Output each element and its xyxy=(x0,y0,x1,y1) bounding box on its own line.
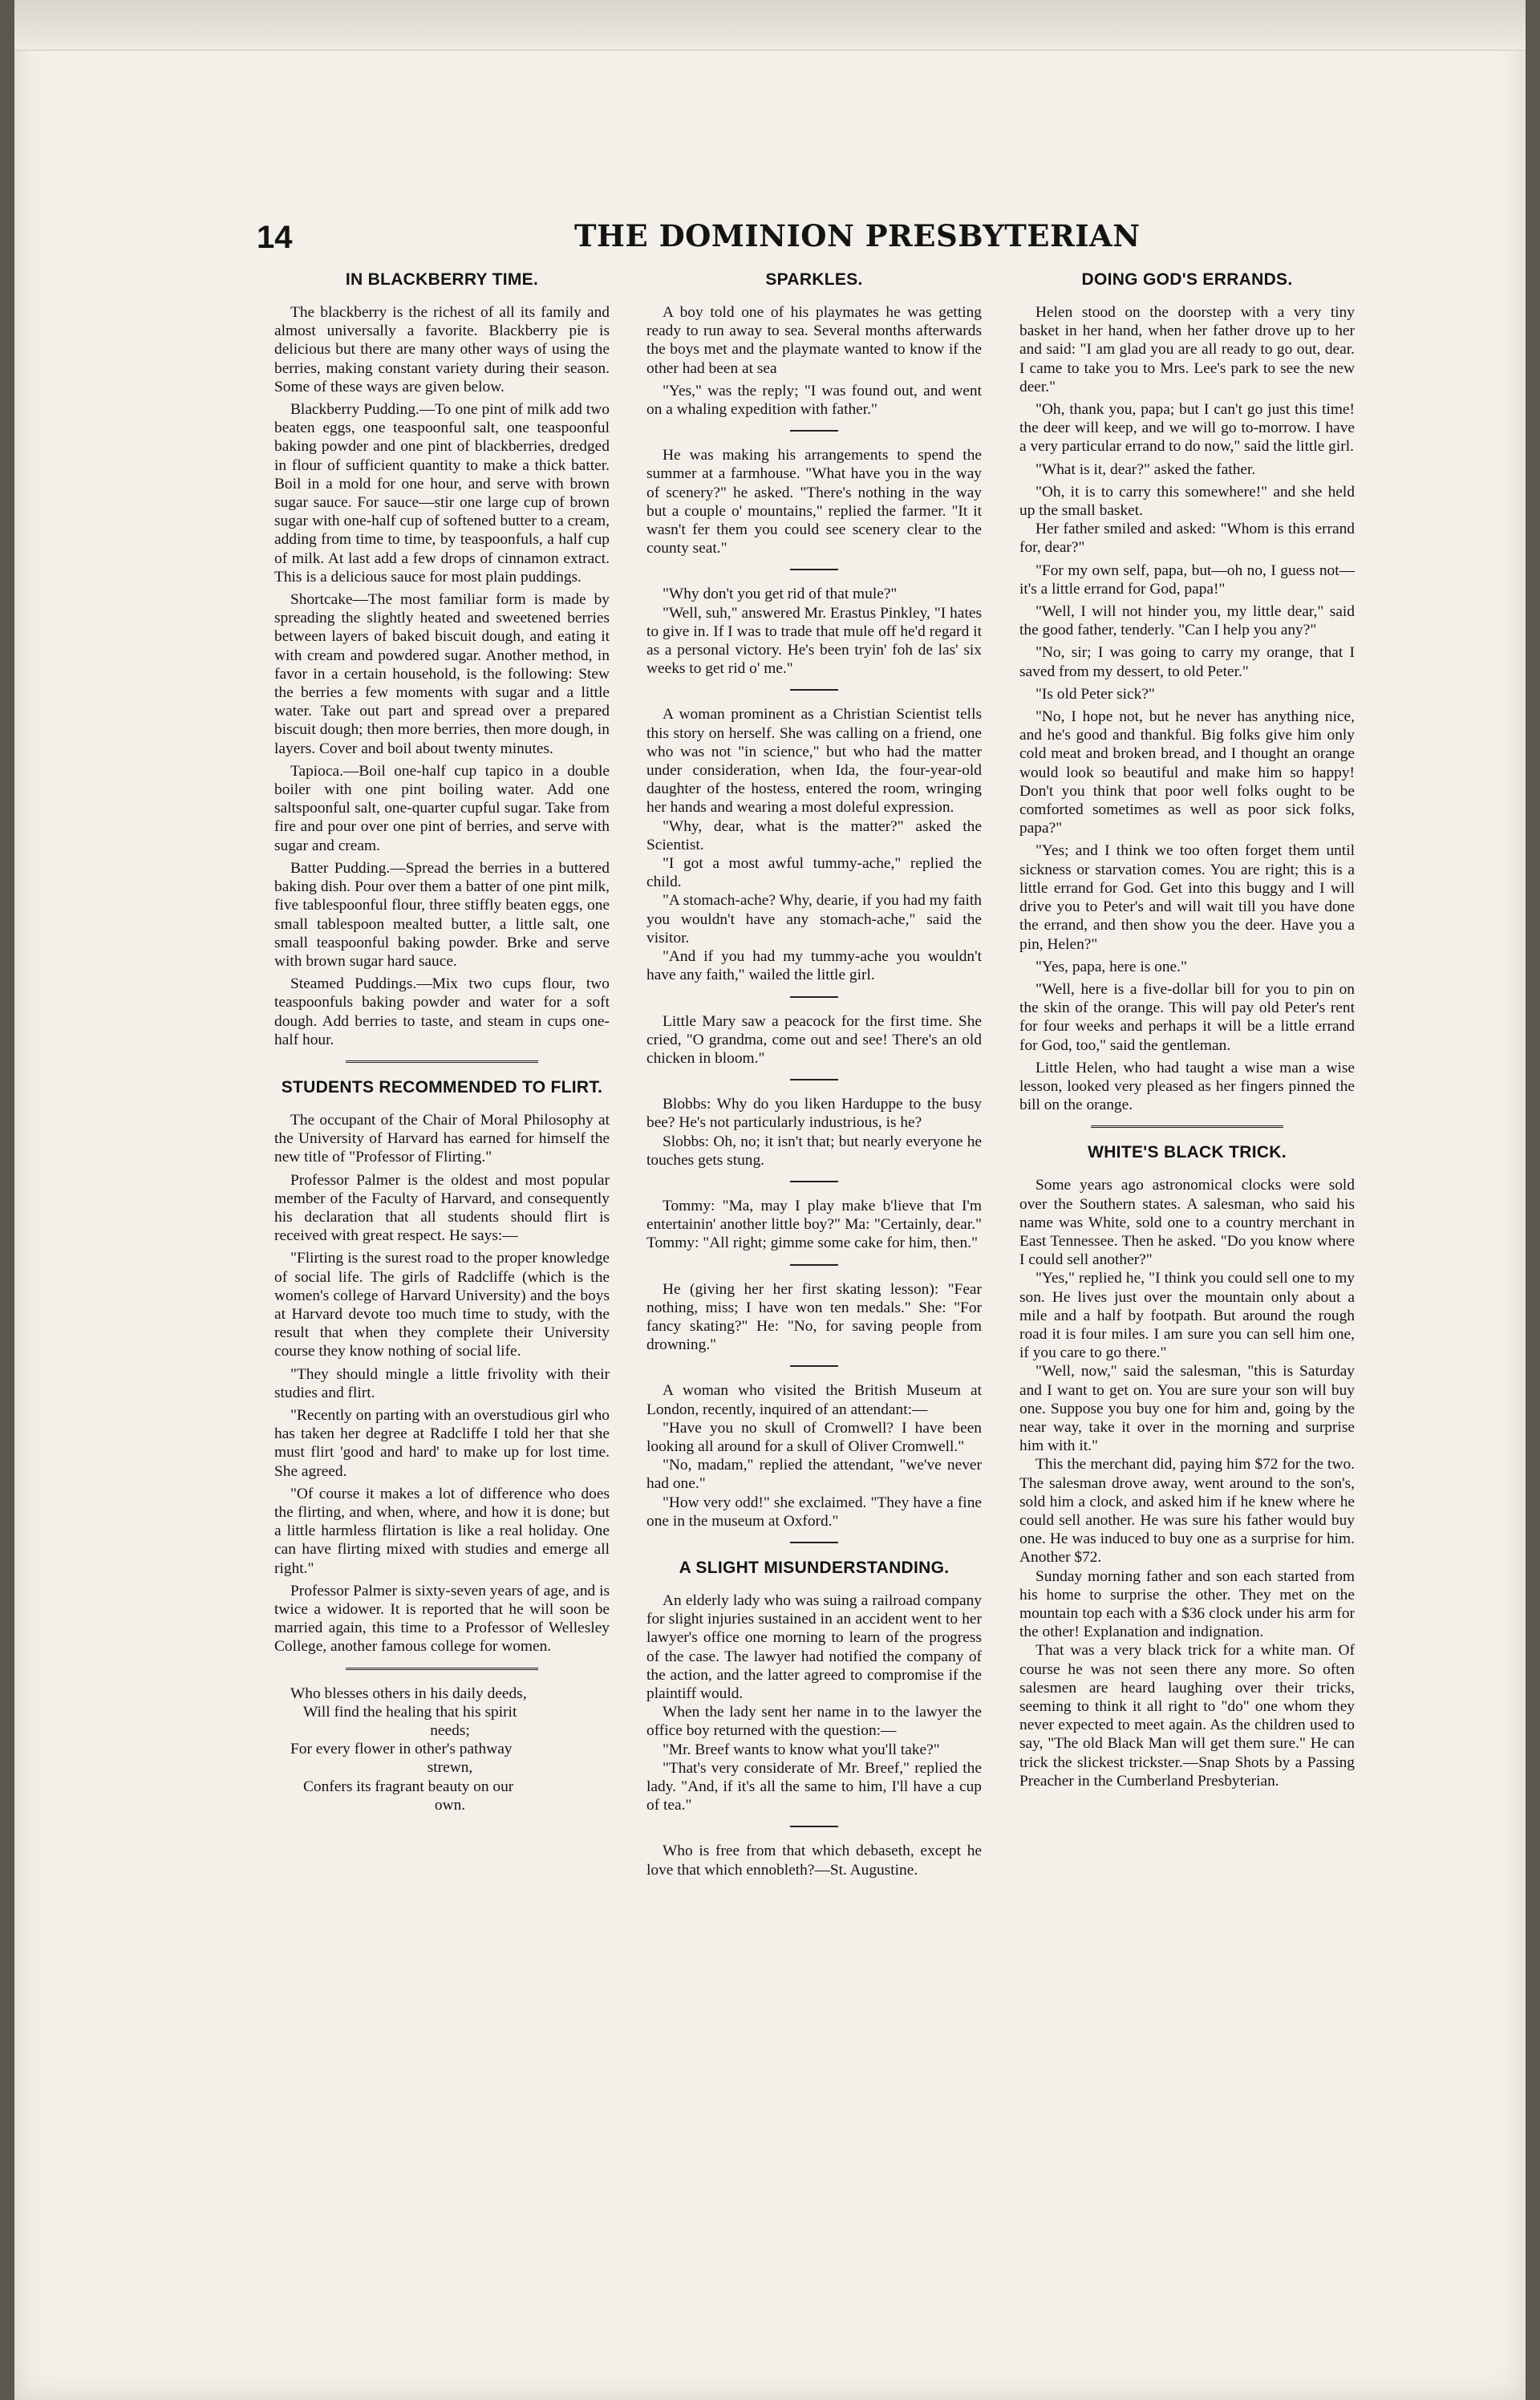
paragraph: "No, sir; I was going to carry my orange, that I saved from my dessert, to old Peter." xyxy=(1019,644,1355,680)
short-divider xyxy=(790,1826,838,1827)
article-heading-whites-trick: WHITE'S BLACK TRICK. xyxy=(1088,1143,1287,1162)
column-3 xyxy=(1019,270,1355,1794)
paragraph: "And if you had my tummy-ache you wouldn't have any faith," wailed the little girl. xyxy=(646,948,982,984)
paragraph: "Why, dear, what is the matter?" asked the Scientist. xyxy=(646,817,982,853)
paragraph: "I got a most awful tummy-ache," replied the child. xyxy=(646,855,982,891)
paragraph: Little Mary saw a peacock for the first time. She cried, "O grandma, come out and see! There's an old chicken in bloom." xyxy=(646,1012,982,1067)
poem-line: Who blesses others in his daily deeds, xyxy=(290,1684,527,1702)
short-divider xyxy=(790,1542,838,1543)
article-heading-misunderstanding: A SLIGHT MISUNDERSTANDING. xyxy=(679,1558,950,1577)
paragraph: Professor Palmer is sixty-seven years of age, and is twice a widower. It is reported that he will soon be married again, this time to a Professor of Wellesley College, another famous college for women. xyxy=(274,1582,610,1656)
paragraph: "Why don't you get rid of that mule?" xyxy=(663,586,898,603)
page-top-edge xyxy=(14,0,1526,51)
short-divider xyxy=(790,569,838,570)
paragraph: "Well, here is a five-dollar bill for you to pin on the skin of the orange. This will pay old Peter's rent for four weeks and perhaps it will be a little errand for God, too," said the gentleman. xyxy=(1019,980,1355,1054)
paragraph: "What is it, dear?" asked the father. xyxy=(1035,460,1256,478)
paragraph: An elderly lady who was suing a railroad company for slight injuries sustained in an accident went to her lawyer's office one morning to learn of the progress of the case. The lawyer had notified the company of the action, and the latter agreed to compromise if the plaintiff would. xyxy=(646,1591,982,1702)
short-divider xyxy=(790,689,838,691)
section-divider xyxy=(346,1668,538,1670)
paragraph: "Yes," replied he, "I think you could sell one to my son. He lives just over the mountain only about a mile and a half by footpath. But around the rough road it is four miles. I am sure you can sell him one, if you care to go there." xyxy=(1019,1270,1355,1362)
paragraph: "Is old Peter sick?" xyxy=(1035,685,1155,703)
paragraph: Slobbs: Oh, no; it isn't that; but nearly everyone he touches gets stung. xyxy=(646,1133,982,1169)
paragraph: The blackberry is the richest of all its family and almost universally a favorite. Blackberry pie is delicious but there are many other ways of using the berries, making constant variety during their season. Some of these ways are given below. xyxy=(274,304,610,395)
paragraph: When the lady sent her name in to the lawyer the office boy returned with the question:— xyxy=(646,1704,982,1740)
paragraph: "Recently on parting with an overstudious girl who has taken her degree at Radcliffe I told her that she must flirt 'good and hard' to make up for lost time. She agreed. xyxy=(274,1406,610,1480)
paragraph: "That's very considerate of Mr. Breef," replied the lady. "And, if it's all the same to him, I'll have a cup of tea." xyxy=(646,1759,982,1814)
poem-line: For every flower in other's pathway xyxy=(290,1741,513,1758)
paragraph: "Of course it makes a lot of difference who does the flirting, and when, where, and how it is done; but a little harmless flirtation is like a real holiday. One can have flirting mixed with studies and emerge all right." xyxy=(274,1485,610,1577)
paragraph: Tommy: "Ma, may I play make b'lieve that I'm entertainin' another little boy?" Ma: "Certainly, dear." Tommy: "All right; gimme some cake for him, then." xyxy=(646,1197,982,1252)
paragraph: Shortcake—The most familiar form is made by spreading the slightly heated and sweetened berries between layers of baked biscuit dough, and eating it with cream and powdered sugar. Another method, in favor in a certain household, is the following: Stew the berries a few moments with sugar and a little water. Take out part and spread over a prepared biscuit dough; then more berries, then more dough, in layers. Cover and boil about twenty minutes. xyxy=(274,591,610,757)
paragraph: Her father smiled and asked: "Whom is this errand for, dear?" xyxy=(1019,521,1355,557)
column-1 xyxy=(274,270,610,1814)
paragraph: He was making his arrangements to spend the summer at a farmhouse. "What have you in the way of scenery?" he asked. "There's nothing in the way but a couple o' mountains," replied the farmer. "It it wasn't fer them you could see scenery clear to the county seat." xyxy=(646,447,982,557)
poem-line: strewn, xyxy=(427,1759,473,1777)
section-divider xyxy=(1091,1125,1283,1128)
newspaper-page xyxy=(14,0,1526,2400)
paragraph: Steamed Puddings.—Mix two cups flour, two teaspoonfuls baking powder and water for a soft dough. Add berries to taste, and steam in cups one-half hour. xyxy=(274,975,610,1048)
short-divider xyxy=(790,996,838,998)
paragraph: "Oh, it is to carry this somewhere!" and she held up the small basket. xyxy=(1019,483,1355,520)
paragraph: Professor Palmer is the oldest and most popular member of the Faculty of Harvard, and consequently his declaration that all students should flirt is received with great respect. He says:— xyxy=(274,1171,610,1245)
paragraph: "Mr. Breef wants to know what you'll take?" xyxy=(663,1741,940,1758)
paragraph: "For my own self, papa, but—oh no, I guess not—it's a little errand for God, papa!" xyxy=(1019,561,1355,598)
short-divider xyxy=(790,1079,838,1080)
paragraph: "Yes, papa, here is one." xyxy=(1035,958,1187,975)
paragraph: "They should mingle a little frivolity with their studies and flirt. xyxy=(274,1365,610,1401)
paragraph: "A stomach-ache? Why, dearie, if you had my faith you wouldn't have any stomach-ache," said the visitor. xyxy=(646,892,982,947)
page-header xyxy=(257,218,1141,258)
short-divider xyxy=(790,1181,838,1182)
poem-line: Will find the healing that his spirit xyxy=(303,1703,517,1721)
paragraph: He (giving her her first skating lesson): "Fear nothing, miss; I have won ten medals." She: "For fancy skating?" He: "No, for saving people from drowning." xyxy=(646,1280,982,1354)
paragraph: Who is free from that which debaseth, except he love that which ennobleth?—St. Augustine. xyxy=(646,1843,982,1879)
paragraph: Little Helen, who had taught a wise man a wise lesson, looked very pleased as her fingers pinned the bill on the orange. xyxy=(1019,1059,1355,1114)
short-divider xyxy=(790,1365,838,1367)
article-heading-sparkles: SPARKLES. xyxy=(765,270,863,289)
poem xyxy=(274,1684,610,1814)
paragraph: "Well, now," said the salesman, "this is Saturday and I want to get on. You are sure your son will buy one. Suppose you buy one for him and, going by the near way, take it over in the morning and surprise him with it." xyxy=(1019,1363,1355,1455)
short-divider xyxy=(790,430,838,432)
paragraph: "Flirting is the surest road to the proper knowledge of social life. The girls of Radcliffe (which is the women's college of Harvard University) and the boys at Harvard devote too much time to study, with the result that when they complete their University course they know nothing of social life. xyxy=(274,1250,610,1360)
publication-title: THE DOMINION PRESBYTERIAN xyxy=(574,218,1141,253)
paragraph: Helen stood on the doorstep with a very tiny basket in her hand, when her father drove up to her and said: "I am glad you are all ready to go out, dear. I came to take you to Mrs. Lee's park to see the new deer." xyxy=(1019,304,1355,395)
poem-line: own. xyxy=(434,1796,466,1814)
paragraph: A woman who visited the British Museum at London, recently, inquired of an attendant:— xyxy=(646,1382,982,1418)
paragraph: A boy told one of his playmates he was getting ready to run away to sea. Several months afterwards the boys met and the playmate wanted to know if the other had been at sea xyxy=(646,304,982,377)
paragraph: Blobbs: Why do you liken Harduppe to the busy bee? He's not particularly industrious, is he? xyxy=(646,1096,982,1132)
paragraph: Tapioca.—Boil one-half cup tapico in a double boiler with one pint boiling water. Add one saltspoonful salt, one-quarter cupful sugar. Take from fire and pour over one pint of berries, and serve with sugar and cream. xyxy=(274,762,610,854)
paragraph: "Yes," was the reply; "I was found out, and went on a whaling expedition with father." xyxy=(646,382,982,419)
paragraph: The occupant of the Chair of Moral Philosophy at the University of Harvard has earned for himself the new title of "Professor of Flirting." xyxy=(274,1111,610,1166)
paragraph: "Have you no skull of Cromwell? I have been looking all around for a skull of Oliver Cromwell." xyxy=(646,1419,982,1455)
article-heading-students: STUDENTS RECOMMENDED TO FLIRT. xyxy=(281,1077,603,1097)
paragraph: "Well, suh," answered Mr. Erastus Pinkley, "I hates to give in. If I was to trade that mule off he'd regard it as a personal victory. He's been tryin' foh de las' six weeks to get rid o' me." xyxy=(646,604,982,678)
article-heading-errands: DOING GOD'S ERRANDS. xyxy=(1081,270,1293,289)
paragraph: "No, madam," replied the attendant, "we've never had one." xyxy=(646,1457,982,1493)
paragraph: This the merchant did, paying him $72 for the two. The salesman drove away, went around to the son's, sold him a clock, and asked him if he knew where he could sell another. He was sure his father would buy one. He was induced to buy one as a surprise for him. Another $72. xyxy=(1019,1456,1355,1567)
poem-line: needs; xyxy=(430,1722,470,1740)
paragraph: Some years ago astronomical clocks were sold over the Southern states. A salesman, who said his name was White, sold one to a country merchant in East Tennessee. Then he asked. "Do you know where I could sell another?" xyxy=(1019,1177,1355,1269)
page-number: 14 xyxy=(257,220,293,255)
paragraph: "Yes; and I think we too often forget them until sickness or starvation comes. You are right; this is a little errand for God. Get into this buggy and I will drive you to Peter's and will wait till you have done the errand, and then show you the deer. Have you a pin, Helen?" xyxy=(1019,842,1355,953)
paragraph: That was a very black trick for a white man. Of course he was not seen there any more. So often salesmen are heard laughing over their tricks, seeming to think it all right to "do" one whom they never expected to meet again. As the children used to say, "The old Black Man will get them sure." He can trick the slickest trickster.—Snap Shots by a Passing Preacher in the Cumberland Presbyterian. xyxy=(1019,1642,1355,1790)
short-divider xyxy=(790,1264,838,1266)
paragraph: "No, I hope not, but he never has anything nice, and he's good and thankful. Big folks give him only cold meat and broken bread, and I thought an orange would look so beautiful and make him so happy! Don't you think that poor well folks ought to be comforted sometimes as well as poor sick folks, papa?" xyxy=(1019,708,1355,837)
paragraph: "Oh, thank you, papa; but I can't go just this time! the deer will keep, and we will go to-morrow. I have a very particular errand to do now," said the little girl. xyxy=(1019,401,1355,456)
poem-line: Confers its fragrant beauty on our xyxy=(303,1778,514,1795)
column-2 xyxy=(646,270,982,1883)
paragraph: "How very odd!" she exclaimed. "They have a fine one in the museum at Oxford." xyxy=(646,1494,982,1530)
article-heading-blackberry: IN BLACKBERRY TIME. xyxy=(345,270,539,289)
paragraph: Sunday morning father and son each started from his home to surprise the other. They met on the mountain top each with a $36 clock under his arm for the other! Explanation and indignation. xyxy=(1019,1567,1355,1641)
paragraph: A woman prominent as a Christian Scientist tells this story on herself. She was calling on a friend, one who was not "in science," but who had the matter under consideration, when Ida, the four-year-old daughter of the hostess, entered the room, wringing her hands and wearing a most doleful expression. xyxy=(646,706,982,817)
section-divider xyxy=(346,1060,538,1063)
paragraph: Batter Pudding.—Spread the berries in a buttered baking dish. Pour over them a batter of one pint milk, five tablespoonful flour, three stiffly beaten eggs, one small tablespoon mealted butter, a little salt, one small teaspoonful baking powder. Brke and serve with brown sugar hard sauce. xyxy=(274,859,610,970)
paragraph: Blackberry Pudding.—To one pint of milk add two beaten eggs, one teaspoonful salt, one teaspoonful baking powder and one pint of blackberries, dredged in flour of sufficient quantity to make a thick batter. Boil in a mold for one hour, and serve with brown sugar sauce. For sauce—stir one large cup of brown sugar with one-half cup of softened butter to a cream, adding from time to time, by teaspoonfuls, a half cup of milk. At last add a few drops of cinnamon extract. This is a delicious sauce for most plain puddings. xyxy=(274,401,610,586)
paragraph: "Well, I will not hinder you, my little dear," said the good father, tenderly. "Can I help you any?" xyxy=(1019,603,1355,639)
